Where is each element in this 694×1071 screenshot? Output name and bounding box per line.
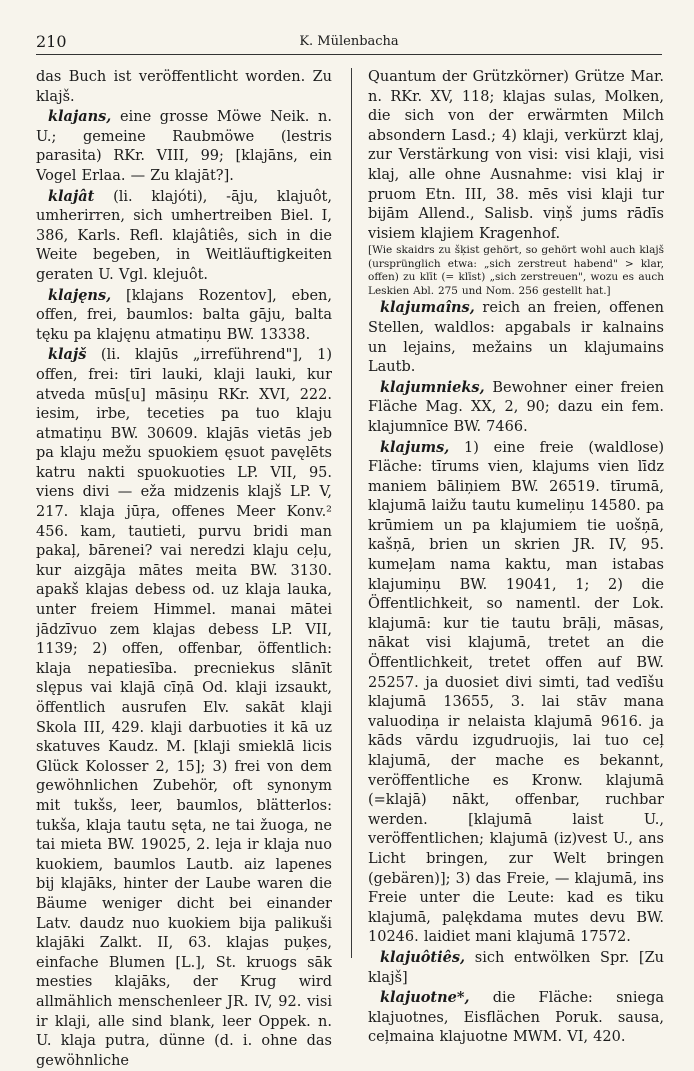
entry-text: [klajans Rozentov], eben, offen, frei, baumlos: balta gāju, balta tęku pa klajęnu atmatiņu BW. 13338. (36, 287, 332, 343)
entry-headword: klajans, (48, 108, 112, 126)
dictionary-entry (368, 298, 664, 377)
entry-headword: klajęns, (48, 286, 112, 304)
entry-text: die Fläche: sniega klajuotnes, Eisflächen Poruk. sausa, ceļmaina klajuotne MWM. VI, 420. (368, 990, 664, 1046)
entry-text: 1) eine freie (waldlose) Fläche: tīrums vien, klajums vien līdz maniem bāliņiem BW. 26519. tīrumā, klajumā laižu tautu kumeliņu 14580. pa krūmiem un pa klajumiem tie uošņā, kašņā, brien un skrien JR. IV, 95. kumeļam nama kaktu, man istabas klajumiņu BW. 19041, 1; 2) die Öffentlichkeit, so namentl. der Lok. klajumā: kur tie tautu brāļi, māsas, nākat visi klajumā, tretet an die Öffentlichkeit, tretet offen auf BW. 25257. ja duosiet divi simti, tad vedīšu klajumā 13655, 3. lai stāv mana valuodiņa ir nelaista klajumā 9616. ja kāds vārdu izgudruojis, lai tuo ceļ klajumā, der mache es bekannt, veröffentliche es Kronw. klajumā (=klajā) nākt, offenbar, ruchbar werden. [klajumā laist U., veröffentlichen; klajumā (iz)vest U., ans Licht bringen, zur Welt bringen (gebären)]; 3) das Freie, — klajumā, ins Freie unter die Leute: kad es tiku klajumā, palękdama mutes devu BW. 10246. laidiet mani klajumā 17572. (368, 439, 664, 946)
right-column (368, 68, 664, 1048)
entry-text: eine grosse Möwe Neik. n. U.; gemeine Raubmöwe (lestris parasita) RKr. VIII, 99; [klajāns, ein Vogel Erlaa. — Zu klajāt?]. (36, 109, 332, 184)
entry-text: (li. klajūs „irreführend"], 1) offen, frei: tīri lauki, klaji lauki, kur atveda mūs[u] māsiņu RKr. XVI, 222. iesim, irbe, teceties pa tuo klaju atmatiņu BW. 30609. klajās vietās jeb pa klaju mežu spuokiem ęsuot pavęlēts katru nakti spuokuoties LP. VII, 95. viens divi — eža midzenis klajš LP. V, 217. klaja jūŗa, offenes Meer Konv.² 456. kam, tautieti, purvu bridi man pakaļ, bārenei? vai neredzi klaju ceļu, kur aizgāja mātes meita BW. 3130. apakš klajas debess od. uz klaja lauka, unter freiem Himmel. manai mātei jādzīvuo zem klajas debess LP. VII, 1139; 2) offen, offenbar, öffentlich: klaja nepatiesība. precniekus slānīt slępus vai klajā cīņā Od. klaji izsaukt, öffentlich ausrufen Elv. sakāt klaji Skola III, 429. klaji darbuoties it kā uz skatuves Kaudz. M. [klaji smieklā licis Glück Kolosser 2, 15]; 3) frei von dem gewöhnlichen Zubehör, oft synonym mit tukšs, leer, baumlos, blätterlos: tukša, klaja tautu sęta, ne tai žuoga, ne tai mieta BW. 19025, 2. leja ir klaja nuo kuokiem, baumlos Lautb. aiz lapenes bij klajāks, hinter der Laube waren die Bäume weniger dicht bei einander Latv. daudz nuo kuokiem bija palikuši klajāki Zalkt. II, 63. klajas puķes, einfache Blumen [L.], St. kruogs sāk mesties klajāks, der Krug wird allmählich menschenleer JR. IV, 92. visi ir klaji, alle sind blank, leer Oppek. n. U. klaja putra, dünne (d. i. ohne das gewöhnliche (36, 347, 332, 1069)
entry-text: sich entwölken Spr. [Zu klajš] (368, 949, 664, 986)
dictionary-entry (36, 286, 332, 346)
entry-headword: klajuôtiês, (380, 948, 466, 966)
dictionary-entry (36, 187, 332, 286)
entry-text: (li. klajóti), -āju, klajuôt, umherirren, sich umhertreiben Biel. I, 386, Karls. Refl. klajâtiês, sich in die Weite begeben, in Weitläuftigkeiten geraten U. Vgl. klejuôt. (36, 188, 332, 283)
entry-text: Quantum der Grützkörner) Grütze Mar. n. RKr. XV, 118; klajas sulas, Molken, die sich von der erwärmten Milch absondern Lasd.; 4) klaji, verkürzt klaj, zur Verstärkung von visi: visi klaji, visi klaj, alle ohne Ausnahme: visi klaj ir pruom Etn. III, 38. mēs visi klaji tur bijām Allend., Salisb. viņš jums rādīs visiem klajiem Kragenhof. (368, 69, 664, 242)
entry-text: [Wie skaidrs zu šķist gehört, so gehört wohl auch klajš (ursprünglich etwa: „sich zerstreut habend" > klar, offen) zu klīt (= klīst) „sich zerstreuen", wozu es auch Leskien Abl. 275 und Nom. 256 gestellt hat.] (368, 244, 664, 297)
continued-text (36, 68, 332, 107)
left-column (36, 68, 332, 1071)
entry-headword: klajumaîns, (380, 299, 475, 317)
dictionary-entry (36, 345, 332, 1071)
entry-text: reich an freien, offenen Stellen, waldlos: apgabals ir kalnains un lejains, mežains un klajumains Lautb. (368, 300, 664, 376)
dictionary-entry (368, 438, 664, 948)
dictionary-entry (368, 988, 664, 1048)
dictionary-entry (36, 107, 332, 186)
entry-text: Bewohner einer freien Fläche Mag. XX, 2, 90; dazu ein fem. klajumnīce BW. 7466. (368, 379, 664, 435)
dictionary-entry (368, 948, 664, 988)
entry-headword: klajums, (380, 438, 450, 456)
page-header (36, 30, 662, 55)
etymology-note (368, 244, 664, 298)
column-divider (351, 68, 352, 958)
running-title: K. Mülenbacha (299, 34, 399, 49)
continued-text (368, 68, 664, 244)
entry-headword: klajš (48, 346, 87, 364)
entry-headword: klajuotne*, (380, 989, 470, 1007)
dictionary-entry (368, 378, 664, 438)
page-number: 210 (36, 32, 67, 51)
entry-text: das Buch ist veröffentlicht worden. Zu klajš. (36, 69, 332, 105)
entry-headword: klajumnieks, (380, 378, 485, 396)
entry-headword: klajât (48, 187, 95, 205)
